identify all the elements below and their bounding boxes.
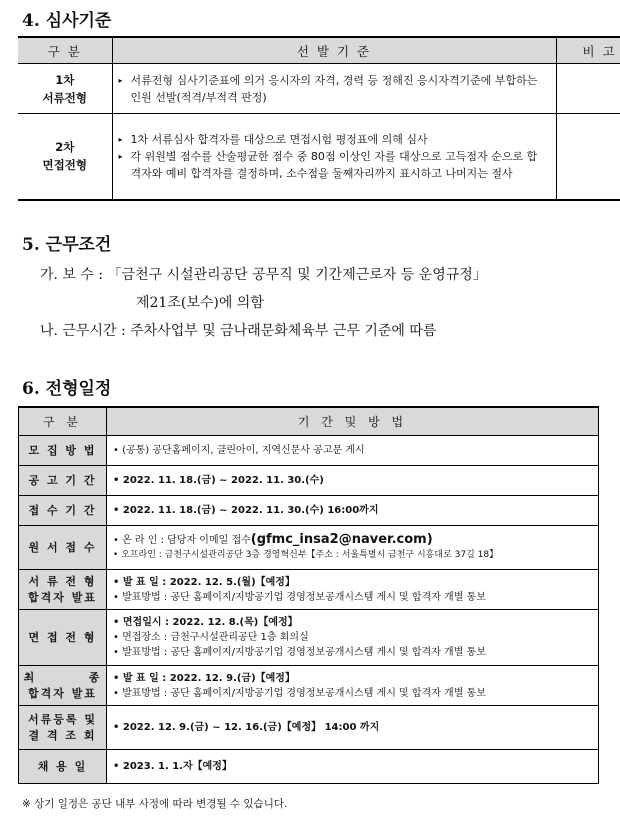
- row-content: • (공통) 공단홈페이지, 클린아이, 지역신문사 공고문 게시: [107, 436, 599, 466]
- section-4-title: 4. 심사기준: [22, 11, 112, 31]
- row-content: • 2022. 11. 18.(금) ~ 2022. 11. 30.(수) 16:00까지: [107, 496, 599, 526]
- contact-email: (gfmc_insa2@naver.com): [250, 532, 433, 547]
- row-content: • 면접일시 : 2022. 12. 8.(목)【예정】 • 면접장소 : 금천구시설관리공단 1층 회의실 • 발표방법 : 공단 홈페이지/지방공기업 경영정보공개시스템 게시 및 합격자 개별 통보: [107, 610, 599, 666]
- row-content: • 발 표 일 : 2022. 12. 9.(금)【예정】 • 발표방법 : 공단 홈페이지/지방공기업 경영정보공개시스템 게시 및 합격자 개별 통보: [107, 666, 599, 706]
- row-label: 2차 면접전형: [18, 114, 112, 200]
- header-period-method: 기 간 및 방 법: [107, 407, 599, 436]
- footnote: ※ 상기 일정은 공단 내부 사정에 따라 변경될 수 있습니다.: [22, 798, 288, 810]
- row-content: • 온 라 인 : 담당자 이메일 접수(gfmc_insa2@naver.com) • 오프라인 : 금천구시설관리공단 3층 경영혁신부【주소 : 서울특별시 금천구 시흥대로 37길 18】: [107, 526, 599, 570]
- row-content: • 2022. 11. 18.(금) ~ 2022. 11. 30.(수): [107, 466, 599, 496]
- header-remarks: 비 고: [556, 37, 620, 64]
- pay-line-cont: 제21조(보수)에 의함: [136, 295, 264, 311]
- remarks-cell: [556, 114, 620, 200]
- row-label: 면 접 전 형: [19, 610, 107, 666]
- row-content: • 2023. 1. 1.자【예정】: [107, 750, 599, 784]
- table-row: [19, 706, 599, 750]
- table-row: [18, 64, 620, 114]
- row-label: 원 서 접 수: [19, 526, 107, 570]
- row-content: • 2022. 12. 9.(금) ~ 12. 16.(금)【예정】 14:00 까지: [107, 706, 599, 750]
- row-label: 최 종 합격자 발표: [19, 666, 107, 706]
- row-label: 채 용 일: [19, 750, 107, 784]
- row-label: 1차 서류전형: [18, 64, 112, 114]
- row-label: 서류등록 및 결 격 조 회: [19, 706, 107, 750]
- work-hours-line: 나. 근무시간 : 주차사업부 및 금나래문화체육부 근무 기준에 따름: [40, 323, 437, 339]
- remarks-cell: [556, 64, 620, 114]
- header-criteria: 선 발 기 준: [112, 37, 556, 64]
- bullet-icon: ▸: [118, 151, 123, 161]
- table-row: [19, 570, 599, 610]
- table-row: [19, 496, 599, 526]
- row-label: 모 집 방 법: [19, 436, 107, 466]
- table-header-row: [19, 407, 599, 436]
- table-row: [19, 666, 599, 706]
- bullet-icon: ▸: [118, 75, 123, 85]
- bullet-icon: ▸: [118, 134, 123, 144]
- screening-criteria-table: [18, 36, 620, 201]
- table-row: [19, 436, 599, 466]
- section-6-title: 6. 전형일정: [22, 379, 112, 399]
- table-row: [19, 610, 599, 666]
- table-row: [19, 526, 599, 570]
- schedule-table: [18, 406, 599, 784]
- criteria-text: ▸ 1차 서류심사 합격자를 대상으로 면접시험 평정표에 의해 심사 ▸ 각 위원별 점수를 산술평균한 점수 중 80점 이상인 자를 대상으로 고득점자 순으로 합격자와 예비 합격자를 결정하며, 소수점을 둘째자리까지 표시하고 나머지는 절사: [112, 114, 556, 200]
- section-5-title: 5. 근무조건: [22, 235, 112, 255]
- row-label: 공 고 기 간: [19, 466, 107, 496]
- pay-line: 가. 보 수 : 「금천구 시설관리공단 공무직 및 기간제근로자 등 운영규정」: [40, 267, 487, 283]
- row-label: 접 수 기 간: [19, 496, 107, 526]
- table-row: [18, 114, 620, 200]
- table-row: [19, 466, 599, 496]
- row-content: • 발 표 일 : 2022. 12. 5.(월)【예정】 • 발표방법 : 공단 홈페이지/지방공기업 경영정보공개시스템 게시 및 합격자 개별 통보: [107, 570, 599, 610]
- header-category: 구 분: [18, 37, 112, 64]
- row-label: 서 류 전 형 합격자 발표: [19, 570, 107, 610]
- table-header-row: [18, 37, 620, 64]
- table-row: [19, 750, 599, 784]
- criteria-text: ▸ 서류전형 심사기준표에 의거 응시자의 자격, 경력 등 정해진 응시자격기준에 부합하는 인원 선발(적격/부적격 판정): [112, 64, 556, 114]
- header-category: 구 분: [19, 407, 107, 436]
